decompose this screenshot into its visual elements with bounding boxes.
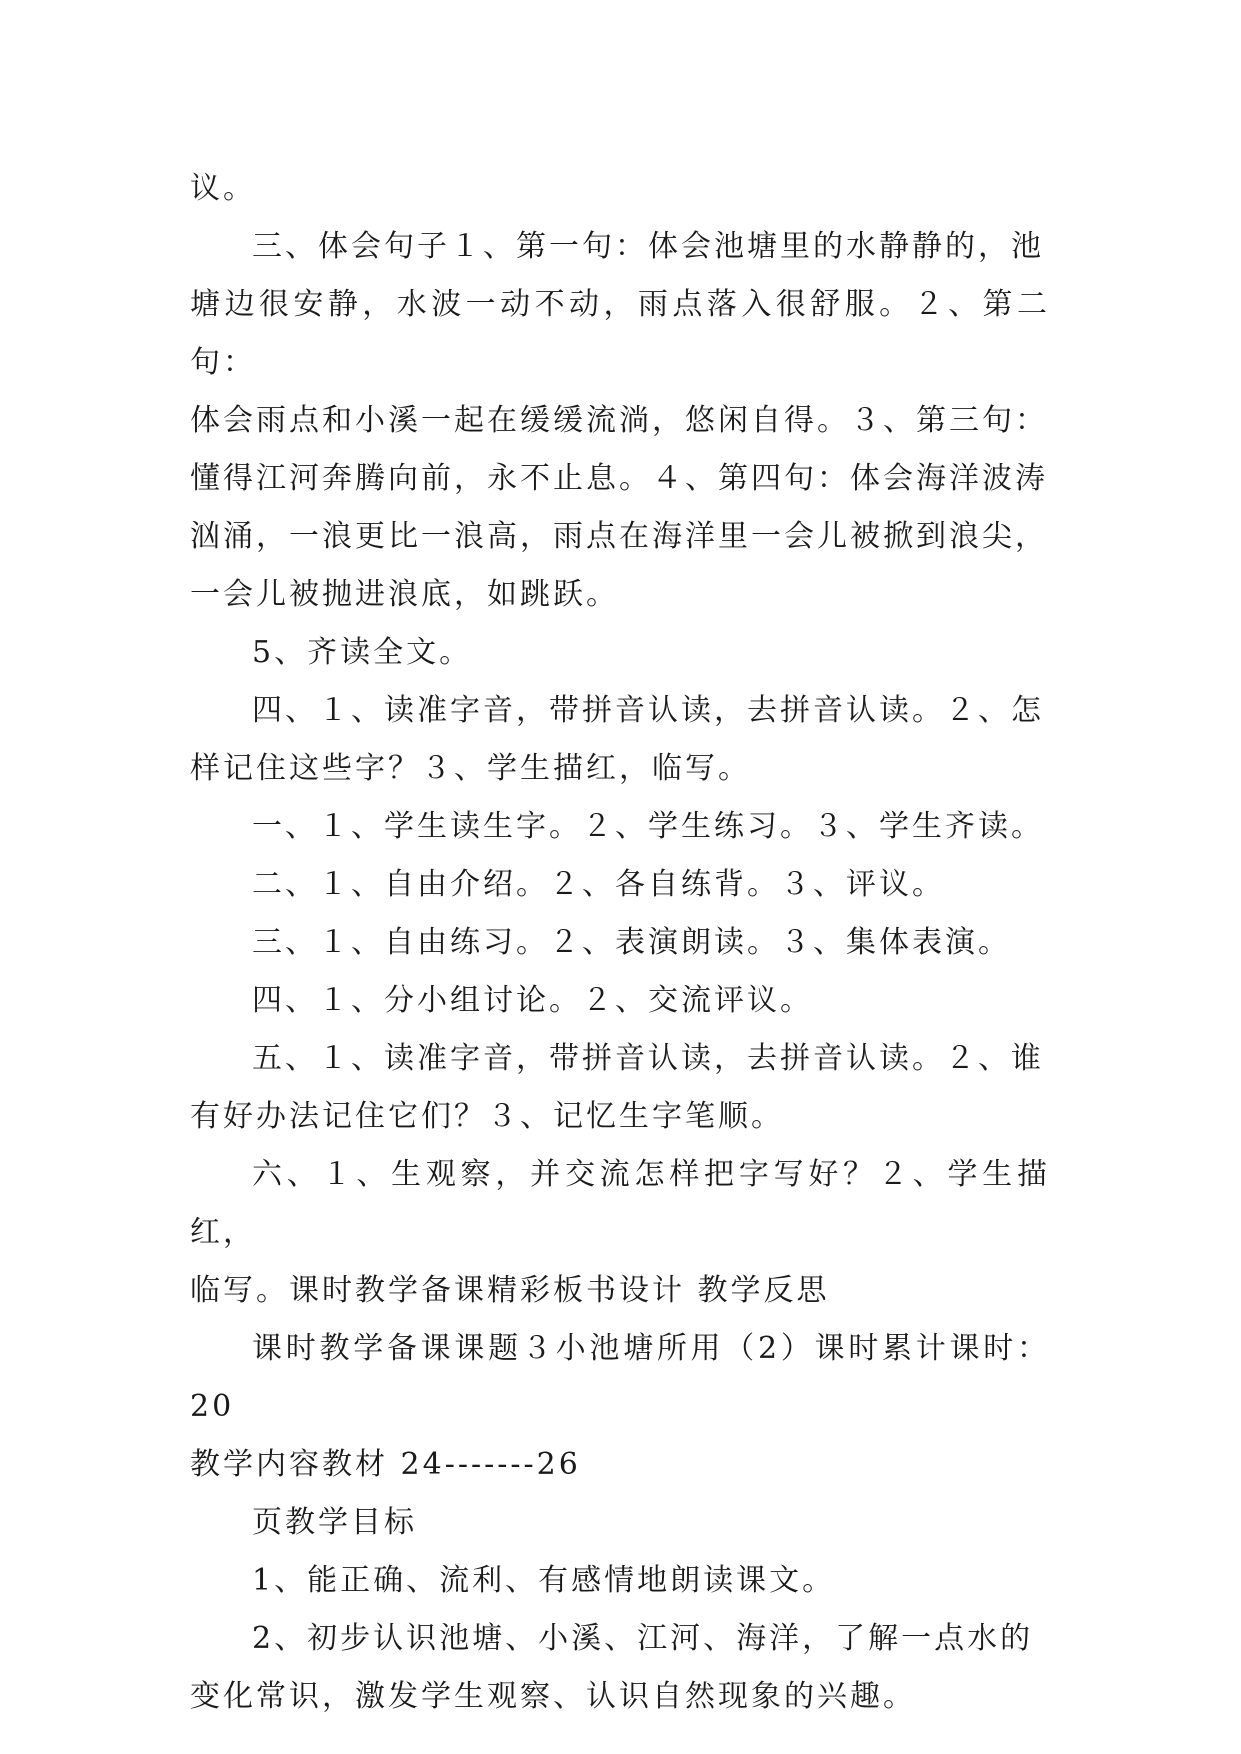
text-line: 变化常识，激发学生观察、认识自然现象的兴趣。 [190,1679,916,1714]
paragraph-continuation [190,1262,1050,1320]
text-line: 有好办法记住它们？３、记忆生字笔顺。 [190,1099,784,1134]
paragraph [190,1552,1050,1610]
paragraph [190,798,1050,856]
text-line: 2、初步认识池塘、小溪、江河、海洋，了解一点水的 [252,1621,1034,1656]
text-line: 课时教学备课课题３小池塘所用（2）课时累计课时：20 [190,1331,1050,1424]
text-line: 汹涌，一浪更比一浪高，雨点在海洋里一会儿被掀到浪尖， [190,519,1048,554]
paragraph-continuation [190,740,1050,798]
text-line: 塘边很安静，水波一动不动，雨点落入很舒服。２、第二句： [190,287,1050,380]
paragraph-continuation [190,1668,1050,1726]
paragraph [190,914,1050,972]
paragraph-continuation [190,276,1050,624]
text-line: 三、１、自由练习。２、表演朗读。３、集体表演。 [252,925,1011,960]
text-line: 教学内容教材 24-------26 [190,1447,581,1482]
paragraph [190,1030,1050,1088]
paragraph [190,1146,1050,1262]
text-line: 四、１、分小组讨论。２、交流评议。 [252,983,813,1018]
paragraph-continuation [190,1088,1050,1146]
text-line: 页教学目标 [252,1505,417,1540]
paragraph [190,624,1050,682]
paragraph-continuation [190,1436,1050,1494]
text-line: 一会儿被抛进浪底，如跳跃。 [190,577,619,612]
paragraph [190,1320,1050,1436]
document-body [190,160,1050,1726]
paragraph [190,856,1050,914]
text-line: 5、齐读全文。 [252,635,473,670]
text-line: 体会雨点和小溪一起在缓缓流淌，悠闲自得。３、第三句： [190,403,1048,438]
paragraph [190,972,1050,1030]
text-line: 六、１、生观察，并交流怎样把字写好？２、学生描红， [190,1157,1050,1250]
paragraph [190,160,1050,218]
paragraph [190,1610,1050,1668]
text-line: 一、１、学生读生字。２、学生练习。３、学生齐读。 [252,809,1044,844]
text-line: 五、１、读准字音，带拼音认读，去拼音认读。２、谁 [252,1041,1044,1076]
text-line: 1、能正确、流利、有感情地朗读课文。 [252,1563,836,1598]
text-line: 二、１、自由介绍。２、各自练背。３、评议。 [252,867,945,902]
text-line: 三、体会句子１、第一句：体会池塘里的水静静的，池 [252,229,1044,264]
text-line: 懂得江河奔腾向前，永不止息。４、第四句：体会海洋波涛 [190,461,1048,496]
text-line: 样记住这些字？３、学生描红，临写。 [190,751,751,786]
text-line: 议。 [190,171,256,206]
text-line: 临写。课时教学备课精彩板书设计 教学反思 [190,1273,830,1308]
paragraph [190,1494,1050,1552]
paragraph [190,218,1050,276]
text-line: 四、１、读准字音，带拼音认读，去拼音认读。２、怎 [252,693,1044,728]
paragraph [190,682,1050,740]
